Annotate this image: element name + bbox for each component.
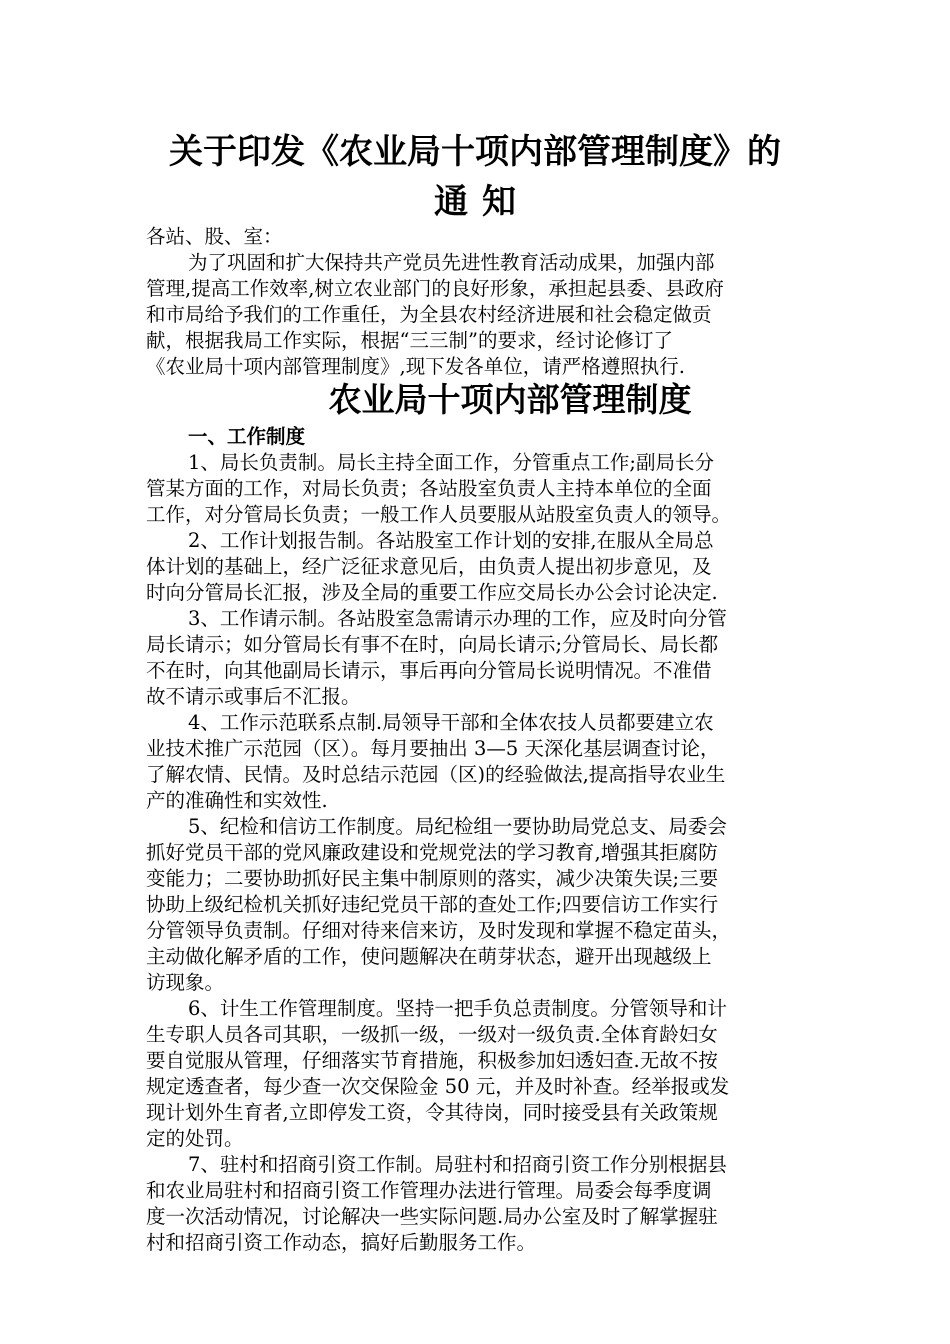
item-3-line: 3、工作请示制。各站股室急需请示办理的工作，应及时向分管 xyxy=(188,607,727,630)
item-5-line: 主动做化解矛盾的工作，使问题解决在萌芽状态，避开出现越级上 xyxy=(146,945,712,968)
intro-line: 管理,提高工作效率,树立农业部门的良好形象，承担起县委、县政府 xyxy=(146,277,724,300)
item-6-line: 现计划外生育者,立即停发工资，令其待岗，同时接受县有关政策规 xyxy=(146,1101,718,1124)
intro-line: 和市局给予我们的工作重任，为全县农村经济进展和社会稳定做贡 xyxy=(146,303,712,326)
item-7-line: 和农业局驻村和招商引资工作管理办法进行管理。局委会每季度调 xyxy=(146,1179,712,1202)
item-7-line: 度一次活动情况，讨论解决一些实际问题.局办公室及时了解掌握驻 xyxy=(146,1205,718,1228)
item-6-line: 规定透查者，每少查一次交保险金 50 元，并及时补查。经举报或发 xyxy=(146,1075,730,1098)
intro-line: 《农业局十项内部管理制度》,现下发各单位，请严格遵照执行. xyxy=(146,355,685,378)
item-6-line: 要自觉服从管理，仔细落实节育措施，积极参加妇透妇查.无故不按 xyxy=(146,1049,718,1072)
item-5-line: 抓好党员干部的党风廉政建设和党规党法的学习教育,增强其拒腐防 xyxy=(146,841,718,864)
item-3-line: 不在时，向其他副局长请示，事后再向分管局长说明情况。不准借 xyxy=(146,659,712,682)
item-4-line: 产的准确性和实效性. xyxy=(146,789,328,812)
section-heading: 一、工作制度 xyxy=(188,425,306,448)
item-6-line: 定的处罚。 xyxy=(146,1127,244,1150)
item-5-line: 变能力；二要协助抓好民主集中制原则的落实，减少决策失误;三要 xyxy=(146,867,719,890)
document-title: 关于印发《农业局十项内部管理制度》的 xyxy=(169,132,781,172)
intro-line: 为了巩固和扩大保持共产党员先进性教育活动成果，加强内部 xyxy=(188,251,715,274)
item-7-line: 村和招商引资工作动态，搞好后勤服务工作。 xyxy=(146,1231,537,1254)
item-5-line: 5、纪检和信访工作制度。局纪检组一要协助局党总支、局委会 xyxy=(188,815,727,838)
salutation: 各站、股、室： xyxy=(146,225,283,248)
item-6-line: 6、计生工作管理制度。坚持一把手负总责制度。分管领导和计 xyxy=(188,997,727,1020)
document-title-line2: 通知 xyxy=(434,182,530,222)
item-2-line: 体计划的基础上，经广泛征求意见后，由负责人提出初步意见，及 xyxy=(146,555,712,578)
regulations-title: 农业局十项内部管理制度 xyxy=(328,380,692,419)
item-4-line: 了解农情、民情。及时总结示范园（区)的经验做法,提高指导农业生 xyxy=(146,763,726,786)
item-4-line: 4、工作示范联系点制.局领导干部和全体农技人员都要建立农 xyxy=(188,711,714,734)
item-4-line: 业技术推广示范园（区）。每月要抽出 3—5 天深化基层调查讨论， xyxy=(146,737,720,760)
item-3-line: 局长请示；如分管局长有事不在时，向局长请示;分管局长、局长都 xyxy=(146,633,719,656)
item-3-line: 故不请示或事后不汇报。 xyxy=(146,685,361,708)
item-7-line: 7、驻村和招商引资工作制。局驻村和招商引资工作分别根据县 xyxy=(188,1153,727,1176)
item-5-line: 访现象。 xyxy=(146,971,225,994)
item-5-line: 分管领导负责制。仔细对待来信来访，及时发现和掌握不稳定苗头， xyxy=(146,919,732,942)
item-2-line: 时向分管局长汇报，涉及全局的重要工作应交局长办公会讨论决定. xyxy=(146,581,718,604)
item-1-line: 管某方面的工作，对局长负责；各站股室负责人主持本单位的全面 xyxy=(146,477,712,500)
item-5-line: 协助上级纪检机关抓好违纪党员干部的查处工作;四要信访工作实行 xyxy=(146,893,719,916)
item-1-line: 工作，对分管局长负责；一般工作人员要服从站股室负责人的领导。 xyxy=(146,503,732,526)
item-2-line: 2、工作计划报告制。各站股室工作计划的安排,在服从全局总 xyxy=(188,529,714,552)
item-6-line: 生专职人员各司其职，一级抓一级，一级对一级负责.全体育龄妇女 xyxy=(146,1023,718,1046)
item-1-line: 1、局长负责制。局长主持全面工作，分管重点工作;副局长分 xyxy=(188,451,714,474)
intro-line: 献，根据我局工作实际，根据“三三制”的要求，经讨论修订了 xyxy=(146,329,673,352)
